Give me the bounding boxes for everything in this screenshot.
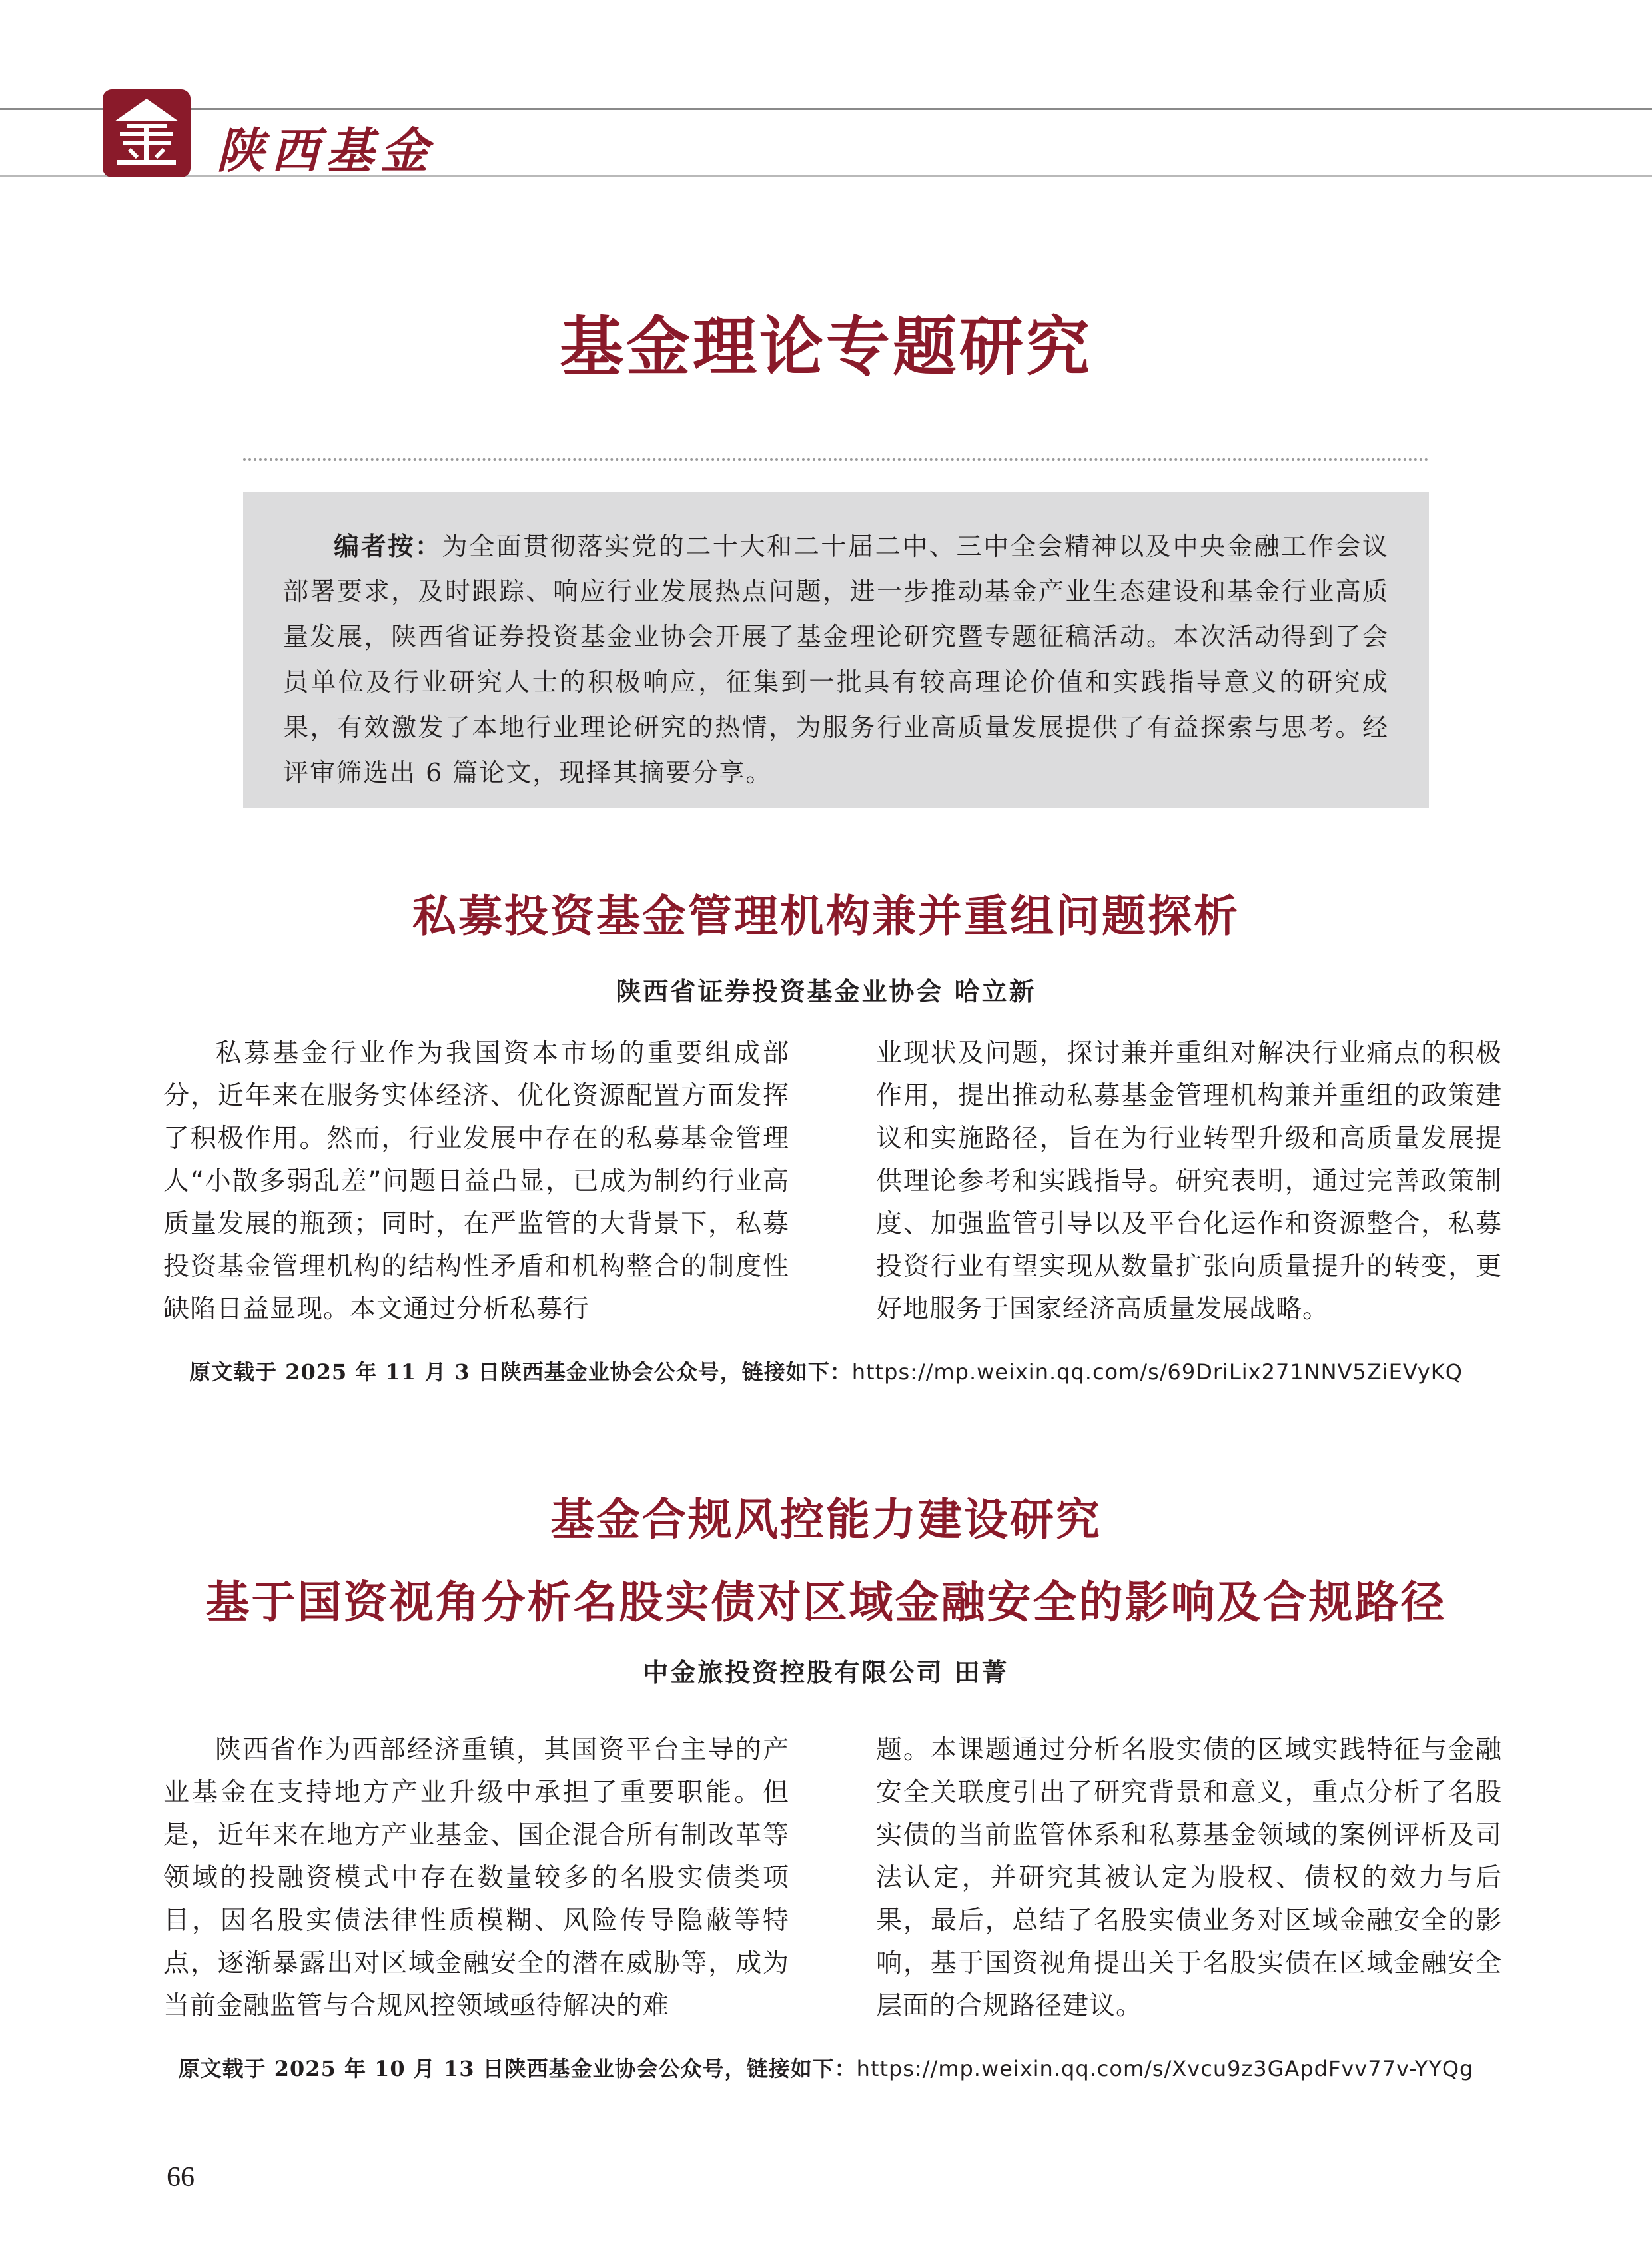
- article-1-paragraph-right: 业现状及问题，探讨兼并重组对解决行业痛点的积极作用，提出推动私募基金管理机构兼并重组的政策建议和实施路径，旨在为行业转型升级和高质量发展提供理论参考和实践指导。研究表明，通过完善政策制度、加强监管引导以及平台化运作和资源整合，私募投资行业有望实现从数量扩张向质量提升的转变，更好地服务于国家经济高质量发展战略。: [876, 1038, 1502, 1324]
- editor-note-label: 编者按：: [334, 531, 442, 561]
- article-2-author: 中金旅投资控股有限公司 田菁: [643, 1657, 1009, 1687]
- editor-note-text: [283, 524, 1389, 795]
- section-title: 基金理论专题研究: [560, 309, 1092, 384]
- header-rule-top: [0, 108, 1652, 110]
- article-2-source-lead: 原文载于 2025 年 10 月 13 日陕西基金业协会公众号，链接如下：: [178, 2056, 857, 2081]
- article-2-title: 基金合规风控能力建设研究: [550, 1494, 1102, 1545]
- article-1-source-lead: 原文载于 2025 年 11 月 3 日陕西基金业协会公众号，链接如下：: [189, 1359, 852, 1385]
- editor-note-box: [243, 492, 1429, 808]
- article-1-column-right: [876, 1032, 1502, 1331]
- article-2-source: [0, 2052, 1652, 2083]
- article-2-paragraph-left: 陕西省作为西部经济重镇，其国资平台主导的产业基金在支持地方产业升级中承担了重要职能。但是，近年来在地方产业基金、国企混合所有制改革等领域的投融资模式中存在数量较多的名股实债类项目，因名股实债法律性质模糊、风险传导隐蔽等特点，逐渐暴露出对区域金融安全的潜在威胁等，成为当前金融监管与合规风控领域亟待解决的难: [163, 1735, 789, 2021]
- article-2-paragraph-right: 题。本课题通过分析名股实债的区域实践特征与金融安全关联度引出了研究背景和意义，重点分析了名股实债的当前监管体系和私募基金领域的案例评析及司法认定，并研究其被认定为股权、债权的效力与后果，最后，总结了名股实债业务对区域金融安全的影响，基于国资视角提出关于名股实债在区域金融安全层面的合规路径建议。: [876, 1735, 1502, 2021]
- article-1-column-left: [163, 1032, 789, 1331]
- article-2-subtitle: 基于国资视角分析名股实债对区域金融安全的影响及合规路径: [205, 1577, 1447, 1628]
- article-1-paragraph-left: 私募基金行业作为我国资本市场的重要组成部分，近年来在服务实体经济、优化资源配置方面发挥了积极作用。然而，行业发展中存在的私募基金管理人“小散多弱乱差”问题日益凸显，已成为制约行业高质量发展的瓶颈；同时，在严监管的大背景下，私募投资基金管理机构的结构性矛盾和机构整合的制度性缺陷日益显现。本文通过分析私募行: [163, 1038, 789, 1324]
- article-2-source-link[interactable]: https://mp.weixin.qq.com/s/Xvcu9z3GApdFvv77v-YYQg: [856, 2056, 1474, 2081]
- magazine-title: 陕西基金: [216, 122, 436, 179]
- page-number: 66: [167, 2162, 195, 2193]
- article-1-source-link[interactable]: https://mp.weixin.qq.com/s/69DriLix271NNV5ZiEVyKQ: [851, 1359, 1463, 1385]
- dotted-divider: [243, 458, 1429, 461]
- article-1-source: [0, 1355, 1652, 1386]
- article-2-column-left: [163, 1729, 789, 2028]
- editor-note-body: 为全面贯彻落实党的二十大和二十届二中、三中全会精神以及中央金融工作会议部署要求，及时跟踪、响应行业发展热点问题，进一步推动基金产业生态建设和基金行业高质量发展，陕西省证券投资基金业协会开展了基金理论研究暨专题征稿活动。本次活动得到了会员单位及行业研究人士的积极响应，征集到一批具有较高理论价值和实践指导意义的研究成果，有效激发了本地行业理论研究的热情，为服务行业高质量发展提供了有益探索与思考。经评审筛选出 6 篇论文，现择其摘要分享。: [283, 532, 1389, 787]
- article-1-title: 私募投资基金管理机构兼并重组问题探析: [412, 891, 1240, 942]
- article-1-author: 陕西省证券投资基金业协会 哈立新: [616, 976, 1036, 1006]
- magazine-logo-icon: [100, 87, 193, 180]
- article-2-column-right: [876, 1729, 1502, 2028]
